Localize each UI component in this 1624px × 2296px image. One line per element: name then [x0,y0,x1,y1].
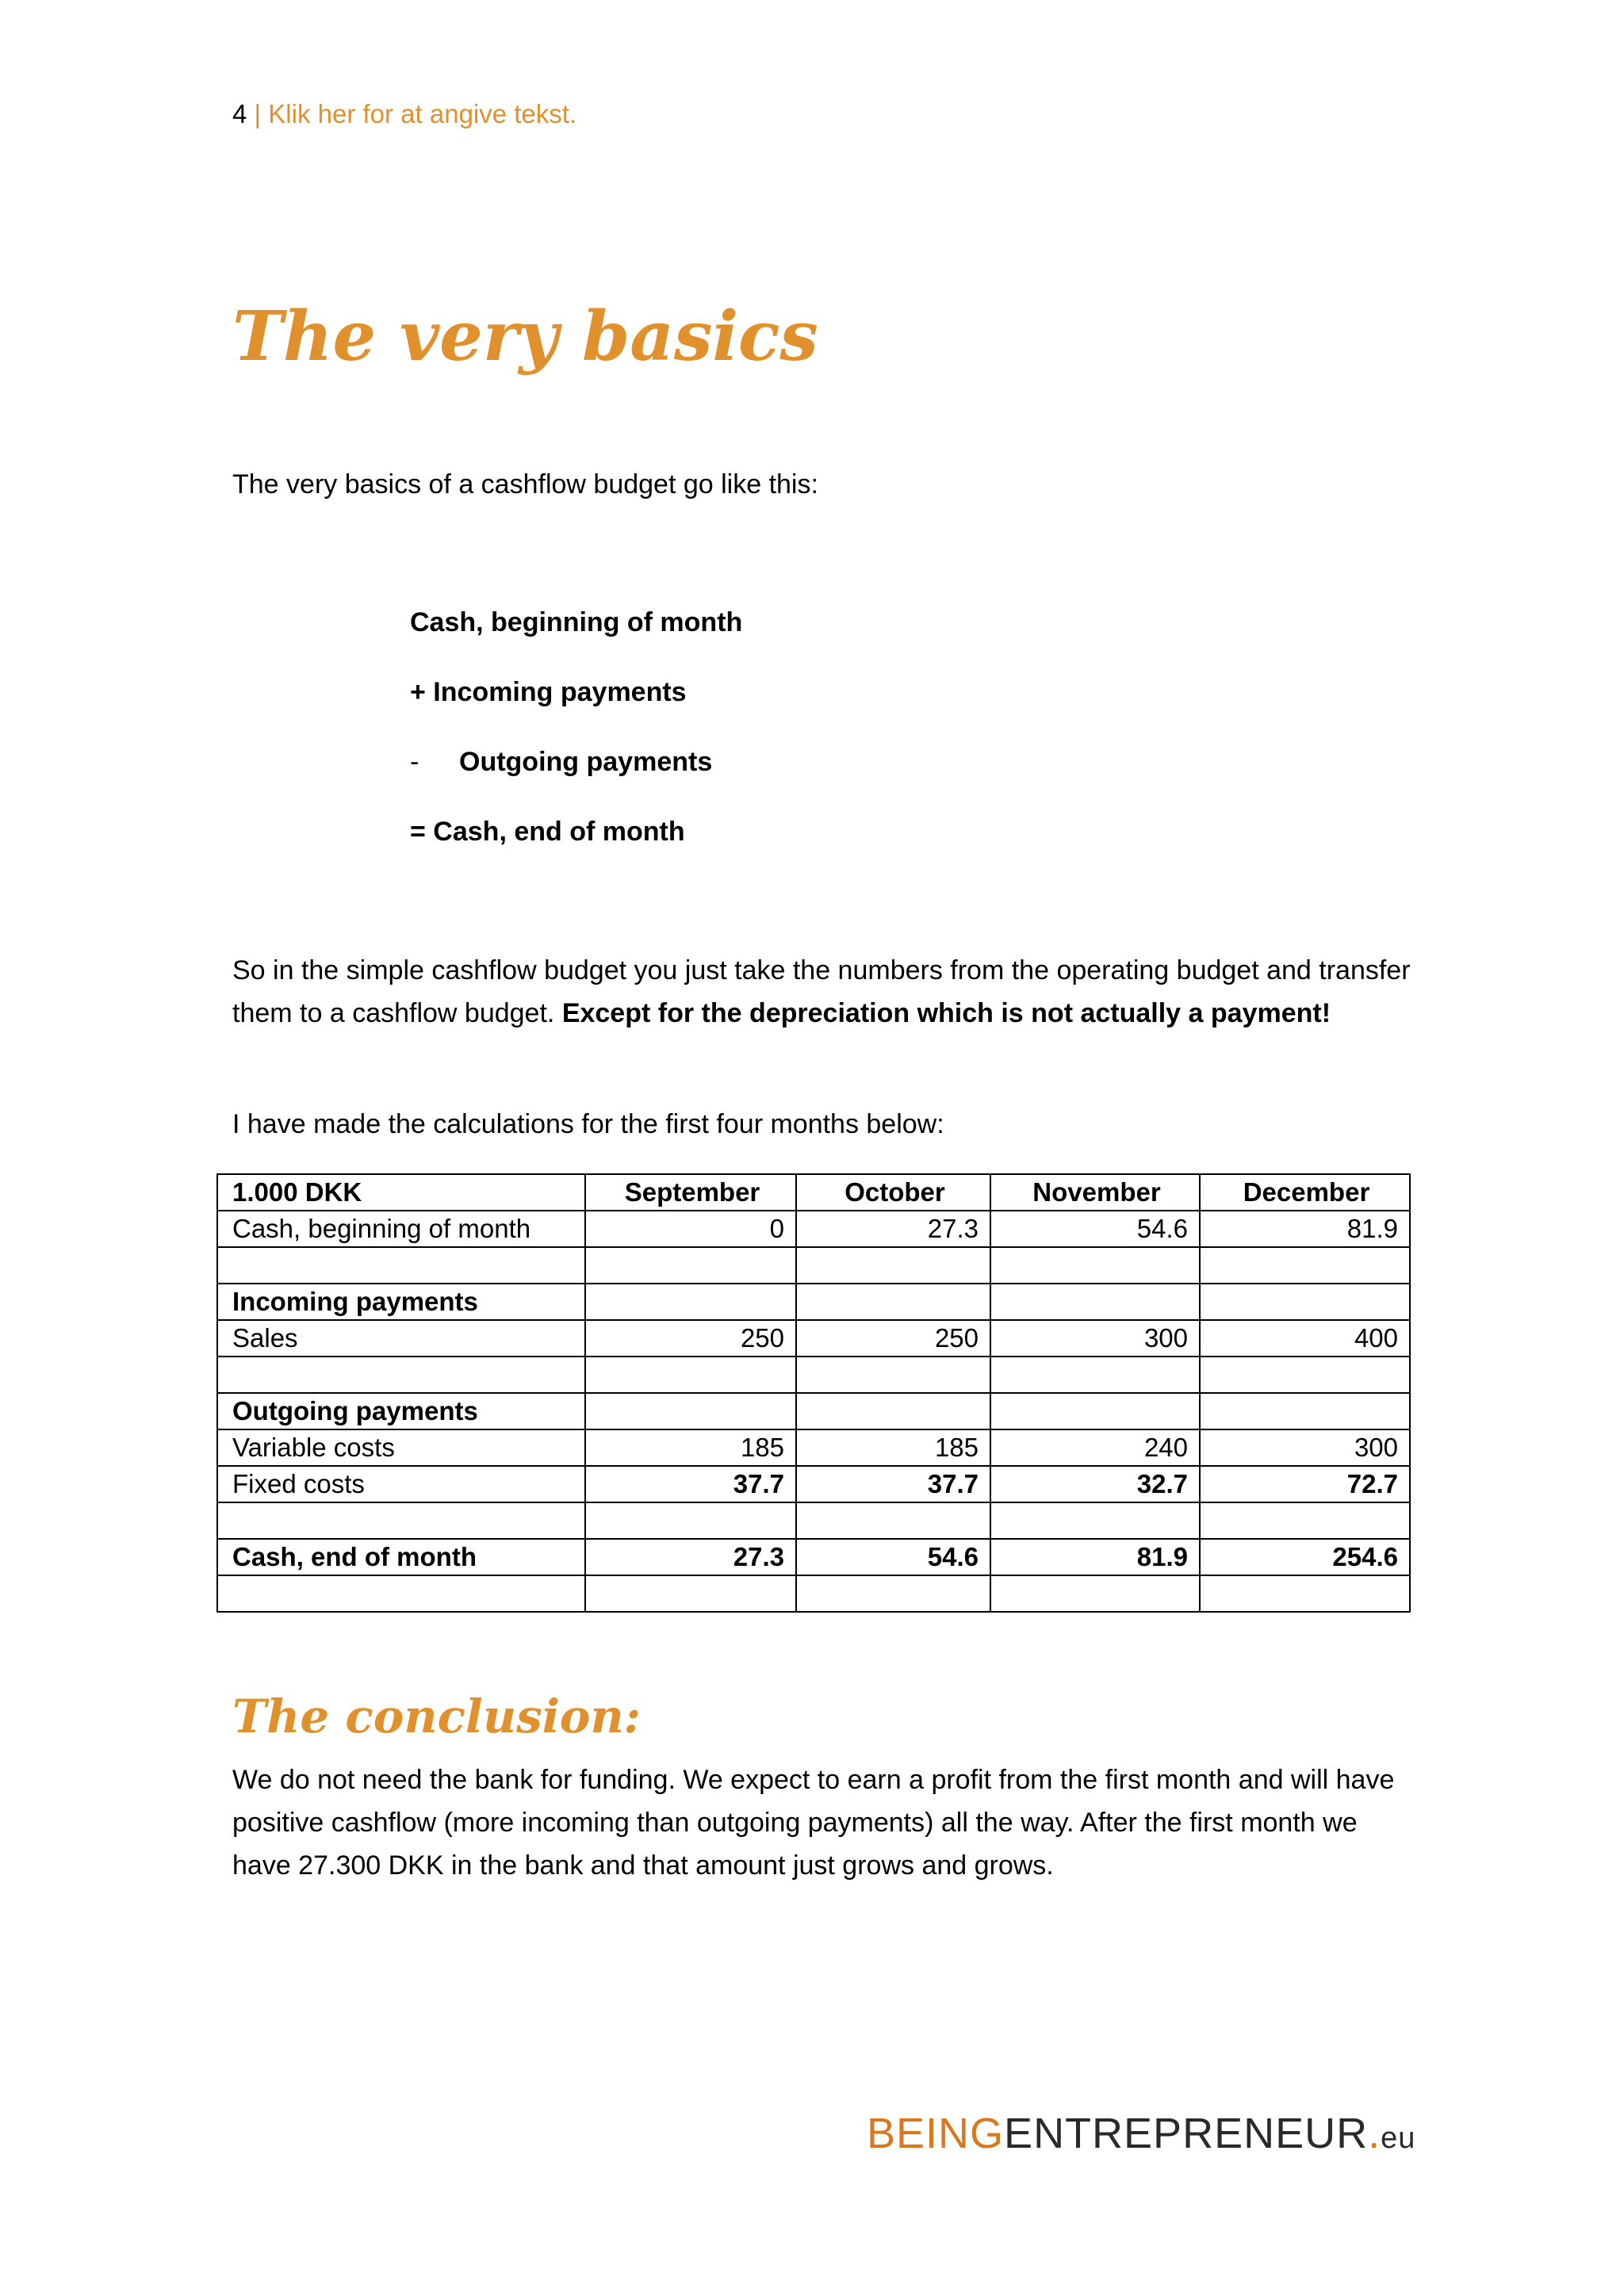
header-separator: | [254,99,262,128]
header-october: October [796,1174,990,1211]
cell-value: 81.9 [990,1539,1200,1575]
cell-value: 300 [990,1320,1200,1357]
cell-value: 27.3 [585,1539,796,1575]
cell-value: 0 [585,1211,796,1247]
formula-dash: - [410,747,419,777]
cell-value: 32.7 [990,1466,1200,1502]
table-row-empty [217,1575,1410,1612]
table-row-empty [217,1357,1410,1393]
logo-dot: . [1368,2110,1381,2157]
table-row-empty [217,1247,1410,1284]
cell-value: 27.3 [796,1211,990,1247]
cell-value: 300 [1200,1429,1410,1466]
cell-value: 250 [796,1320,990,1357]
page-title: The very basics [232,297,818,377]
page-number: 4 [232,99,247,128]
header-september: September [585,1174,796,1211]
formula-outgoing-label: Outgoing payments [459,747,713,777]
table-row [217,1320,1410,1357]
logo-being: BEING [867,2110,1005,2157]
logo-entrepreneur: ENTREPRENEUR [1004,2110,1369,2157]
cell-value: 400 [1200,1320,1410,1357]
row-label-total: Cash, end of month [217,1539,585,1575]
explanation-paragraph [232,949,1414,1035]
header-december: December [1200,1174,1410,1211]
cell-value: 254.6 [1200,1539,1410,1575]
table-header-row [217,1174,1410,1211]
header-unit: 1.000 DKK [217,1174,585,1211]
cashflow-table [216,1173,1411,1613]
table-row-total [217,1539,1410,1575]
row-label: Fixed costs [217,1466,585,1502]
row-label-section: Outgoing payments [217,1393,585,1429]
table-row-empty [217,1502,1410,1539]
row-label-section: Incoming payments [217,1284,585,1320]
header-placeholder-text[interactable]: Klik her for at angive tekst. [268,99,577,128]
explanation-text: So in the simple cashflow budget you just take the numbers from the operating budget and transfer them to a cashflow budget. [232,955,1411,1028]
explanation-bold-text: Except for the depreciation which is not actually a payment! [561,998,1331,1028]
cell-value: 185 [585,1429,796,1466]
logo-eu: eu [1381,2122,1416,2155]
cell-value: 81.9 [1200,1211,1410,1247]
cell-value: 37.7 [585,1466,796,1502]
table-row [217,1284,1410,1320]
cell-value: 54.6 [990,1211,1200,1247]
brand-logo [867,2109,1415,2158]
header-november: November [990,1174,1200,1211]
table-row [217,1429,1410,1466]
conclusion-text: We do not need the bank for funding. We expect to earn a profit from the first month and will have positive cashflow (more incoming than outgoing payments) all the way. After the first month we have 27.300 DKK in the bank and that amount just grows and grows. [232,1765,1395,1881]
row-label: Cash, beginning of month [217,1211,585,1247]
cell-value: 240 [990,1429,1200,1466]
table-row [217,1393,1410,1429]
formula-line-cash-beginning: Cash, beginning of month [410,607,743,637]
cell-value: 72.7 [1200,1466,1410,1502]
cell-value: 250 [585,1320,796,1357]
formula-line-cash-end: = Cash, end of month [410,817,685,847]
row-label: Variable costs [217,1429,585,1466]
cell-value: 37.7 [796,1466,990,1502]
formula-line-incoming: + Incoming payments [410,677,687,707]
row-label: Sales [217,1320,585,1357]
table-row [217,1466,1410,1502]
calculations-intro: I have made the calculations for the first four months below: [232,1109,944,1139]
conclusion-heading: The conclusion: [232,1689,642,1743]
cell-value: 54.6 [796,1539,990,1575]
intro-paragraph: The very basics of a cashflow budget go like this: [232,469,818,499]
table-row [217,1211,1410,1247]
cell-value: 185 [796,1429,990,1466]
page-header [232,97,576,132]
formula-line-outgoing [410,744,712,779]
